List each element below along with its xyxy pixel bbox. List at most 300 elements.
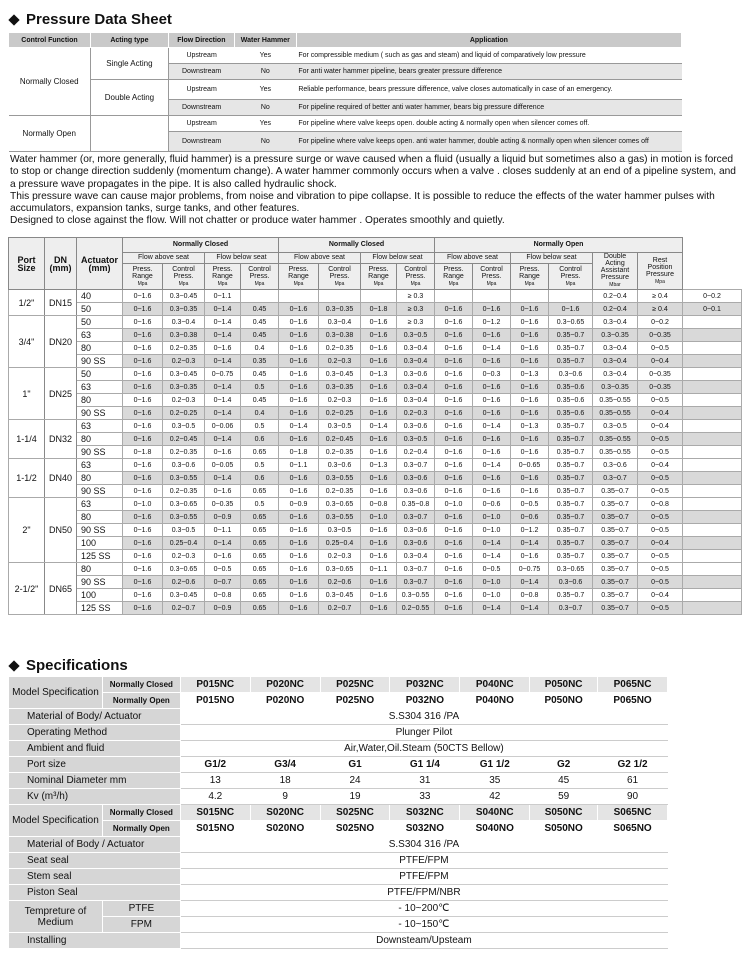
spec-row xyxy=(9,885,668,901)
value-cell: 0~1.0 xyxy=(473,511,511,524)
value-cell xyxy=(683,576,742,589)
row-label: Piston Seal xyxy=(9,885,181,901)
value-cell xyxy=(683,498,742,511)
value-cell: 0.2~0.3 xyxy=(163,550,205,563)
value-cell: 0.3~0.55 xyxy=(397,589,435,602)
value-cell: 0~1.8 xyxy=(123,446,163,459)
table-row xyxy=(9,485,742,498)
unit-header xyxy=(123,264,163,290)
value-cell: 0~1.6 xyxy=(279,576,319,589)
value-cell: 0~1.4 xyxy=(511,602,549,615)
value-cell: 0.2~0.3 xyxy=(319,355,361,368)
value-cell: 0.3~0.4 xyxy=(397,381,435,394)
value-cell: 0.3~0.7 xyxy=(593,472,638,485)
table-row xyxy=(9,48,682,64)
group-header: Normally Closed xyxy=(279,238,435,253)
value-cell: 0.3~0.65 xyxy=(549,563,593,576)
value-cell: 0~1.6 xyxy=(435,420,473,433)
value-cell: 0~1.6 xyxy=(361,381,397,394)
value-cell: 0.35~0.7 xyxy=(549,537,593,550)
actuator-cell: 63 xyxy=(77,459,123,472)
value-cell: 0.35~0.7 xyxy=(593,563,638,576)
value-cell: 0.45 xyxy=(241,329,279,342)
value-cell: 0~1.0 xyxy=(435,498,473,511)
model-cell: S032NC xyxy=(390,805,460,821)
sub-header: Flow below seat xyxy=(511,253,593,264)
model-cell: S040NO xyxy=(460,821,530,837)
header-label: Rest Position Pressure xyxy=(645,256,674,278)
value-cell: 0~0.8 xyxy=(638,498,683,511)
unit-label: Mpa xyxy=(334,280,345,287)
value-cell: 0~1.6 xyxy=(435,602,473,615)
flow-cell: Upstream xyxy=(168,48,234,64)
spec-row xyxy=(9,757,668,773)
value-cell: 0~1.6 xyxy=(511,485,549,498)
model-cell: P020NC xyxy=(250,677,320,693)
value-cell: 0~0.75 xyxy=(205,368,241,381)
value-cell: 0~1.4 xyxy=(361,420,397,433)
value-cell xyxy=(683,589,742,602)
unit-label: Mpa xyxy=(373,280,384,287)
value-cell: 0.2~0.3 xyxy=(163,355,205,368)
value-cell: 0.3~0.4 xyxy=(593,342,638,355)
value-cell xyxy=(683,550,742,563)
model-cell: S025NC xyxy=(320,805,390,821)
value-cell: 35 xyxy=(460,773,530,789)
value-cell: 9 xyxy=(250,789,320,805)
value-cell: 0~1.6 xyxy=(123,316,163,329)
model-cell: S065NC xyxy=(598,805,668,821)
application-cell: Reliable performance, bears pressure difference, valve closes automatically in case of an emergency. xyxy=(296,80,681,100)
value-cell: 0.3~0.35 xyxy=(163,381,205,394)
value-cell: 0.2~0.6 xyxy=(163,576,205,589)
value-cell: 0~1.6 xyxy=(361,316,397,329)
value-cell: 0.5 xyxy=(241,381,279,394)
value-cell: 45 xyxy=(530,773,598,789)
model-cell: P040NO xyxy=(460,693,530,709)
value-cell: 0~1.6 xyxy=(435,563,473,576)
water-hammer-cell: Yes xyxy=(234,116,296,132)
col-header: Control Function xyxy=(9,33,91,48)
port-size-cell: 1-1/4 xyxy=(9,420,45,459)
water-hammer-description xyxy=(10,154,738,228)
unit-label: Mbar xyxy=(609,282,621,288)
acting-type-cell: Single Acting xyxy=(90,48,168,80)
pressure-data-sheet-heading xyxy=(8,11,172,28)
value-cell: 0~1.6 xyxy=(435,368,473,381)
table-row xyxy=(9,342,742,355)
value-cell: 0.2~0.35 xyxy=(163,446,205,459)
application-cell: For pipeline where valve keeps open. double acting & normally open when silencer comes off. xyxy=(296,116,681,132)
row-label: Seat seal xyxy=(9,853,181,869)
unit-header xyxy=(205,264,241,290)
header-label: Press. Range xyxy=(368,265,389,280)
value-cell: 0.6 xyxy=(241,433,279,446)
value-cell: 0~0.5 xyxy=(638,342,683,355)
application-cell: For pipeline where valve keeps open. anti water hammer, double acting & normally open when silencer comes off xyxy=(296,132,681,152)
model-cell: S025NO xyxy=(320,821,390,837)
table-row xyxy=(9,446,742,459)
value-cell: 4.2 xyxy=(180,789,250,805)
flow-cell: Upstream xyxy=(168,116,234,132)
value-cell: 0~1.3 xyxy=(361,459,397,472)
value-cell: 0~0.9 xyxy=(205,602,241,615)
actuator-cell: 80 xyxy=(77,342,123,355)
model-cell: S032NO xyxy=(390,821,460,837)
model-cell: S050NC xyxy=(530,805,598,821)
port-size-cell: 1/2" xyxy=(9,290,45,316)
value-cell: 0~1.6 xyxy=(361,472,397,485)
unit-header xyxy=(279,264,319,290)
value-cell: 0~1.4 xyxy=(205,355,241,368)
value-cell xyxy=(683,329,742,342)
value-cell: S.S304 316 /PA xyxy=(180,837,667,853)
value-cell: 0.3~0.45 xyxy=(319,368,361,381)
value-cell: 0.3~0.7 xyxy=(549,602,593,615)
water-hammer-cell: No xyxy=(234,64,296,80)
value-cell: 0~1.6 xyxy=(361,589,397,602)
value-cell: 0~1.4 xyxy=(205,472,241,485)
table-row xyxy=(9,511,742,524)
col-header: Flow Direction xyxy=(168,33,234,48)
value-cell: 0~1.6 xyxy=(435,537,473,550)
actuator-cell: 63 xyxy=(77,381,123,394)
specifications-heading xyxy=(8,657,128,674)
value-cell: 0~1.4 xyxy=(205,316,241,329)
value-cell: 0.3~0.5 xyxy=(397,329,435,342)
unit-header xyxy=(435,264,473,290)
value-cell: - 10~150℃ xyxy=(180,917,667,933)
value-cell: 0~0.35 xyxy=(205,498,241,511)
row-sublabel: PTFE xyxy=(102,901,180,917)
value-cell: 0~1.6 xyxy=(435,394,473,407)
value-cell: 0~0.8 xyxy=(511,589,549,602)
value-cell: G2 xyxy=(530,757,598,773)
model-row xyxy=(9,821,668,837)
value-cell: 0.35~0.7 xyxy=(593,498,638,511)
value-cell: 0~1.6 xyxy=(361,329,397,342)
section-title: Specifications xyxy=(26,657,128,674)
value-cell: 0.35~0.7 xyxy=(549,342,593,355)
value-cell: 0~1.3 xyxy=(361,368,397,381)
value-cell: 0~1.6 xyxy=(279,407,319,420)
value-cell: 0.3~0.4 xyxy=(593,368,638,381)
value-cell: 0.65 xyxy=(241,446,279,459)
value-cell: 0~0.4 xyxy=(638,537,683,550)
application-cell: For compressible medium ( such as gas and steam) and liquid of comparatively low pressure xyxy=(296,48,681,64)
value-cell: 0~1.6 xyxy=(279,524,319,537)
value-cell: 0~1.6 xyxy=(435,316,473,329)
value-cell: 13 xyxy=(180,773,250,789)
model-cell: P015NC xyxy=(180,677,250,693)
value-cell: 0.3~0.4 xyxy=(593,316,638,329)
specifications-table xyxy=(8,676,668,949)
value-cell: 0~1.4 xyxy=(205,537,241,550)
value-cell: 0.3~0.38 xyxy=(163,329,205,342)
unit-header xyxy=(319,264,361,290)
value-cell: 0.5 xyxy=(241,459,279,472)
value-cell: 0~0.2 xyxy=(638,316,683,329)
value-cell: 0.35~0.7 xyxy=(549,511,593,524)
model-cell: P050NC xyxy=(530,677,598,693)
value-cell: 0.35~0.7 xyxy=(549,355,593,368)
value-cell: 0~1.6 xyxy=(361,342,397,355)
value-cell: 31 xyxy=(390,773,460,789)
value-cell: 0~0.35 xyxy=(638,381,683,394)
value-cell: 0~1.6 xyxy=(549,303,593,316)
value-cell: 0.35~0.55 xyxy=(593,446,638,459)
value-cell: 0.3~0.6 xyxy=(397,524,435,537)
value-cell: 0.2~0.35 xyxy=(163,342,205,355)
value-cell: 0~1.6 xyxy=(361,576,397,589)
unit-header xyxy=(163,264,205,290)
value-cell: 0.35~0.7 xyxy=(549,329,593,342)
header-label: Press. Range xyxy=(212,265,233,280)
value-cell: 0~1.6 xyxy=(435,446,473,459)
value-cell: 0.45 xyxy=(241,303,279,316)
value-cell: 0~1.6 xyxy=(279,342,319,355)
value-cell: 0~1.6 xyxy=(435,524,473,537)
value-cell: 0~1.1 xyxy=(205,290,241,303)
value-cell: 0.2~0.45 xyxy=(163,433,205,446)
value-cell: 0.25~0.4 xyxy=(319,537,361,550)
port-size-cell: 1" xyxy=(9,368,45,420)
value-cell: 0~1.6 xyxy=(123,459,163,472)
value-cell: 0.3~0.7 xyxy=(397,511,435,524)
value-cell: 0.3~0.4 xyxy=(319,316,361,329)
value-cell: 0.2~0.25 xyxy=(163,407,205,420)
table-row xyxy=(9,459,742,472)
value-cell: 0~1.6 xyxy=(361,355,397,368)
value-cell: 0.3~0.35 xyxy=(593,381,638,394)
value-cell xyxy=(683,511,742,524)
value-cell: 0~1.3 xyxy=(511,368,549,381)
value-cell: 0.3~0.7 xyxy=(397,576,435,589)
value-cell: 0.45 xyxy=(241,368,279,381)
model-row xyxy=(9,805,668,821)
value-cell: 0~1.1 xyxy=(279,459,319,472)
spec-row xyxy=(9,901,668,917)
row-label: Nominal Diameter mm xyxy=(9,773,181,789)
col-header-actuator: Actuator (mm) xyxy=(77,238,123,290)
model-cell: P050NO xyxy=(530,693,598,709)
value-cell: 0~1.6 xyxy=(361,602,397,615)
value-cell: 0~1.6 xyxy=(361,524,397,537)
spec-row xyxy=(9,741,668,757)
control-function-cell: Normally Open xyxy=(9,116,91,152)
value-cell: 0~1.6 xyxy=(123,394,163,407)
value-cell: 0.35~0.7 xyxy=(549,524,593,537)
water-hammer-cell: No xyxy=(234,132,296,152)
spec-row xyxy=(9,853,668,869)
table-row xyxy=(9,394,742,407)
value-cell: 0.3~0.65 xyxy=(163,498,205,511)
value-cell: 0~0.35 xyxy=(638,329,683,342)
value-cell: 0~1.2 xyxy=(511,524,549,537)
value-cell: 0~1.6 xyxy=(511,472,549,485)
value-cell: 0~0.5 xyxy=(638,563,683,576)
row-sublabel: Normally Open xyxy=(102,821,180,837)
value-cell: 0.65 xyxy=(241,511,279,524)
acting-type-cell xyxy=(90,116,168,152)
port-size-cell: 3/4" xyxy=(9,316,45,368)
value-cell: 0.3~0.4 xyxy=(593,355,638,368)
actuator-cell: 100 xyxy=(77,537,123,550)
value-cell: 0.2~0.4 xyxy=(593,303,638,316)
value-cell: 0~1.6 xyxy=(123,303,163,316)
row-sublabel: Normally Closed xyxy=(102,805,180,821)
value-cell xyxy=(683,433,742,446)
row-label: Material of Body / Actuator xyxy=(9,837,181,853)
value-cell: 0.35~0.6 xyxy=(549,381,593,394)
value-cell: 0.35~0.6 xyxy=(549,394,593,407)
value-cell: 0.2~0.7 xyxy=(163,602,205,615)
actuator-cell: 90 SS xyxy=(77,355,123,368)
dn-cell: DN40 xyxy=(45,459,77,498)
value-cell: 0~1.6 xyxy=(123,485,163,498)
value-cell: 0~1.6 xyxy=(361,485,397,498)
actuator-cell: 50 xyxy=(77,368,123,381)
value-cell: 0~1.6 xyxy=(279,537,319,550)
table-header-row xyxy=(9,33,682,48)
value-cell: 59 xyxy=(530,789,598,805)
unit-label: Mpa xyxy=(178,280,189,287)
value-cell: 0~1.6 xyxy=(435,329,473,342)
actuator-cell: 80 xyxy=(77,394,123,407)
value-cell: 0~1.6 xyxy=(123,550,163,563)
value-cell: 0~1.6 xyxy=(435,355,473,368)
unit-header xyxy=(549,264,593,290)
table-row xyxy=(9,116,682,132)
value-cell: 0.35~0.8 xyxy=(397,498,435,511)
value-cell: PTFE/FPM xyxy=(180,869,667,885)
model-cell: P015NO xyxy=(180,693,250,709)
value-cell xyxy=(435,290,473,303)
value-cell: 0.2~0.3 xyxy=(319,550,361,563)
value-cell: 0~0.5 xyxy=(638,576,683,589)
value-cell: ≥ 0.4 xyxy=(638,290,683,303)
header-label: Press. Range xyxy=(519,265,540,280)
value-cell: 0~0.9 xyxy=(279,498,319,511)
value-cell: 0.3~0.55 xyxy=(163,511,205,524)
value-cell: 0.3~0.4 xyxy=(397,342,435,355)
value-cell: 0~1.6 xyxy=(511,316,549,329)
table-row xyxy=(9,381,742,394)
sub-header: Flow below seat xyxy=(361,253,435,264)
value-cell: 0~1.4 xyxy=(279,420,319,433)
value-cell: 0~1.6 xyxy=(279,355,319,368)
actuator-cell: 90 SS xyxy=(77,576,123,589)
value-cell xyxy=(683,602,742,615)
table-row xyxy=(9,355,742,368)
value-cell: 0~1.6 xyxy=(123,407,163,420)
value-cell: 0~1.6 xyxy=(435,342,473,355)
table-row xyxy=(9,368,742,381)
unit-label: Mpa xyxy=(448,280,459,287)
row-sublabel: FPM xyxy=(102,917,180,933)
value-cell: 0~1.6 xyxy=(473,446,511,459)
paragraph: Designed to close against the flow. Will not chatter or produce water hammer . Operates smoothly and quietly. xyxy=(10,215,505,227)
row-label: Stem seal xyxy=(9,869,181,885)
value-cell: 0~1.6 xyxy=(473,407,511,420)
value-cell: 0.3~0.35 xyxy=(319,303,361,316)
model-cell: S020NC xyxy=(250,805,320,821)
spec-row xyxy=(9,773,668,789)
value-cell: 0.3~0.6 xyxy=(397,368,435,381)
value-cell xyxy=(683,472,742,485)
value-cell: 0~1.6 xyxy=(473,381,511,394)
value-cell: G2 1/2 xyxy=(598,757,668,773)
model-row xyxy=(9,693,668,709)
value-cell: 0.65 xyxy=(241,550,279,563)
value-cell: 0~0.5 xyxy=(205,563,241,576)
value-cell: 0.3~0.6 xyxy=(549,576,593,589)
value-cell: 0~1.6 xyxy=(279,368,319,381)
value-cell xyxy=(241,290,279,303)
value-cell: 0.35~0.55 xyxy=(593,394,638,407)
header-label: Control Press. xyxy=(172,265,195,280)
value-cell: PTFE/FPM xyxy=(180,853,667,869)
value-cell: G1 xyxy=(320,757,390,773)
value-cell: 0.65 xyxy=(241,524,279,537)
table-row xyxy=(9,589,742,602)
value-cell: 0~1.6 xyxy=(279,381,319,394)
value-cell: 0~0.4 xyxy=(638,589,683,602)
value-cell: 0.3~0.6 xyxy=(319,459,361,472)
value-cell: 0~1.6 xyxy=(435,303,473,316)
paragraph: This pressure wave can cause major problems, from noise and vibration to pipe collapse. It is possible to reduce the effects of the water hammer pulses with accumulators, expansion tanks, surge tanks, and other features. xyxy=(10,190,715,215)
value-cell: 0.35~0.7 xyxy=(593,524,638,537)
row-label: Tempreture of Medium xyxy=(9,901,103,933)
value-cell: 0~0.5 xyxy=(638,550,683,563)
actuator-cell: 90 SS xyxy=(77,446,123,459)
value-cell: 0~1.6 xyxy=(511,446,549,459)
col-header: Application xyxy=(296,33,681,48)
value-cell: 0.65 xyxy=(241,537,279,550)
value-cell: 0.3~0.65 xyxy=(163,563,205,576)
value-cell: 0~1.0 xyxy=(473,576,511,589)
value-cell: 0~1.6 xyxy=(473,355,511,368)
value-cell: ≥ 0.3 xyxy=(397,290,435,303)
value-cell: 0~1.6 xyxy=(279,563,319,576)
value-cell: 0~1.0 xyxy=(473,589,511,602)
value-cell: 0.3~0.6 xyxy=(163,459,205,472)
value-cell: 0.65 xyxy=(241,576,279,589)
value-cell: 0.35~0.7 xyxy=(593,537,638,550)
value-cell: 0.3~0.6 xyxy=(397,537,435,550)
header-label: Control Press. xyxy=(480,265,503,280)
value-cell: 0~1.4 xyxy=(511,576,549,589)
value-cell: 0~1.6 xyxy=(511,381,549,394)
diamond-bullet-icon xyxy=(8,660,19,671)
application-cell: For pipeline required of better anti water hammer, bears big pressure difference xyxy=(296,100,681,116)
value-cell xyxy=(683,537,742,550)
actuator-cell: 40 xyxy=(77,290,123,303)
value-cell: 0~0.5 xyxy=(511,498,549,511)
water-hammer-cell: Yes xyxy=(234,80,296,100)
value-cell: 0~1.6 xyxy=(279,472,319,485)
model-cell: P020NO xyxy=(250,693,320,709)
value-cell: 0.65 xyxy=(241,563,279,576)
value-cell: 0~1.6 xyxy=(123,511,163,524)
unit-header xyxy=(511,264,549,290)
spec-row xyxy=(9,869,668,885)
value-cell: 0~1.6 xyxy=(511,550,549,563)
unit-label: Mpa xyxy=(293,280,304,287)
value-cell: 0~1.6 xyxy=(473,485,511,498)
table-row xyxy=(9,433,742,446)
value-cell: 0~1.6 xyxy=(361,407,397,420)
